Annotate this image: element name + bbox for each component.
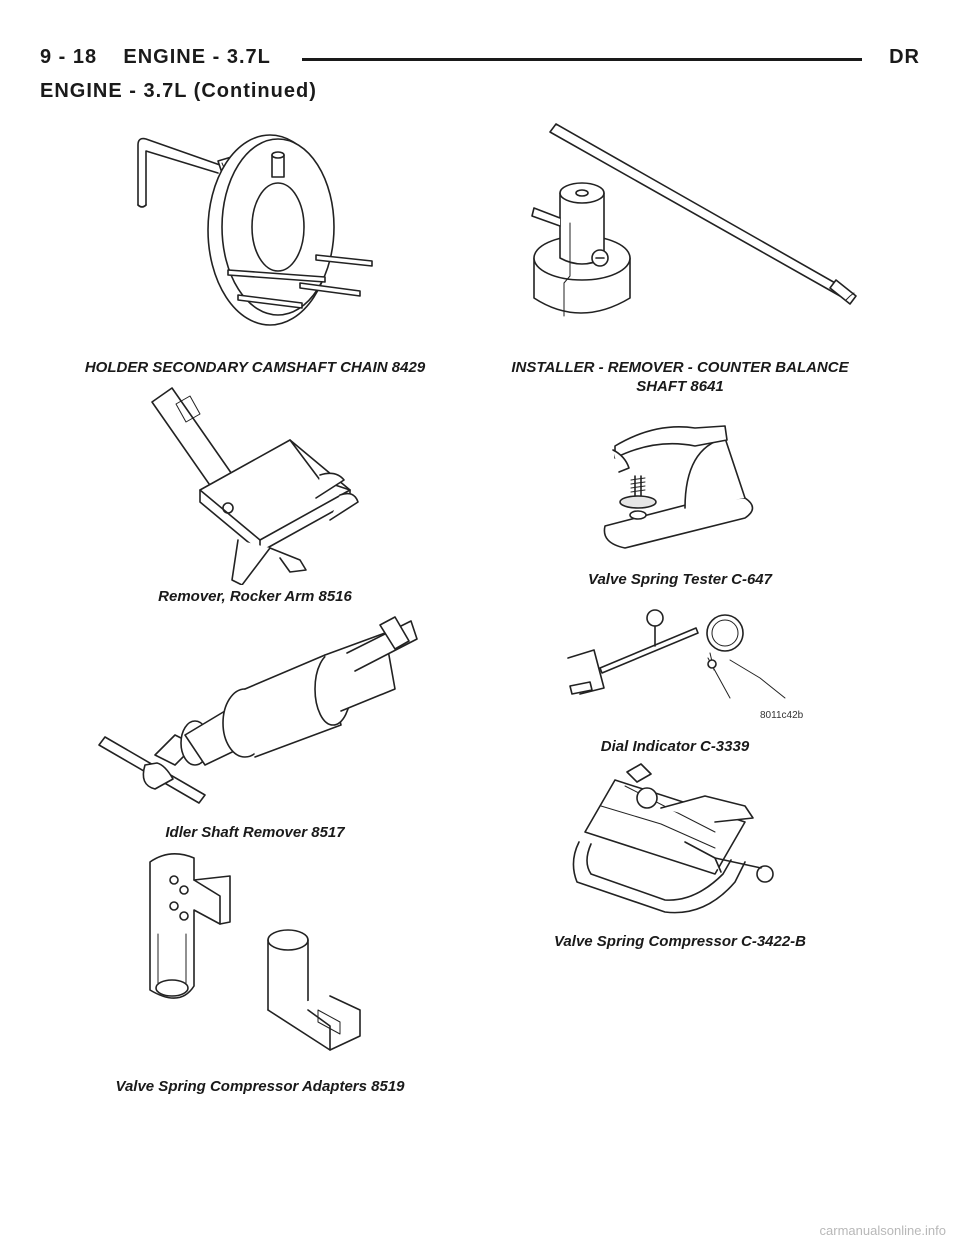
caption-8641-line2: SHAFT 8641 xyxy=(636,378,724,395)
vehicle-code: DR xyxy=(889,46,920,68)
caption-8516: Remover, Rocker Arm 8516 xyxy=(158,588,352,605)
continued-title: ENGINE - 3.7L (Continued) xyxy=(40,80,317,102)
rocker-arm-remover-illustration xyxy=(140,380,370,585)
counter-balance-shaft-tool-illustration xyxy=(520,118,860,328)
dial-indicator-illustration xyxy=(560,598,804,721)
figure-number: 8011c42b xyxy=(760,710,804,721)
caption-c647: Valve Spring Tester C-647 xyxy=(588,571,772,588)
idler-shaft-remover-illustration xyxy=(95,615,425,810)
header-left xyxy=(40,46,271,69)
valve-spring-compressor-illustration xyxy=(565,762,785,917)
section-title: ENGINE - 3.7L xyxy=(123,46,271,68)
caption-8641 xyxy=(480,358,880,396)
header-rule xyxy=(302,58,862,61)
page-header xyxy=(40,44,920,74)
caption-8517: Idler Shaft Remover 8517 xyxy=(165,824,345,841)
page-ref: 9 - 18 xyxy=(40,46,98,68)
caption-8519: Valve Spring Compressor Adapters 8519 xyxy=(115,1078,405,1095)
watermark: carmanualsonline.info xyxy=(819,1223,946,1238)
caption-c3422b: Valve Spring Compressor C-3422-B xyxy=(553,933,807,950)
caption-8429: HOLDER SECONDARY CAMSHAFT CHAIN 8429 xyxy=(84,359,426,376)
camshaft-chain-holder-illustration xyxy=(120,125,390,335)
valve-spring-tester-illustration xyxy=(595,398,765,553)
caption-c3339: Dial Indicator C-3339 xyxy=(600,738,750,755)
valve-spring-compressor-adapters-illustration xyxy=(140,850,380,1065)
caption-8641-line1: INSTALLER - REMOVER - COUNTER BALANCE xyxy=(511,359,849,376)
